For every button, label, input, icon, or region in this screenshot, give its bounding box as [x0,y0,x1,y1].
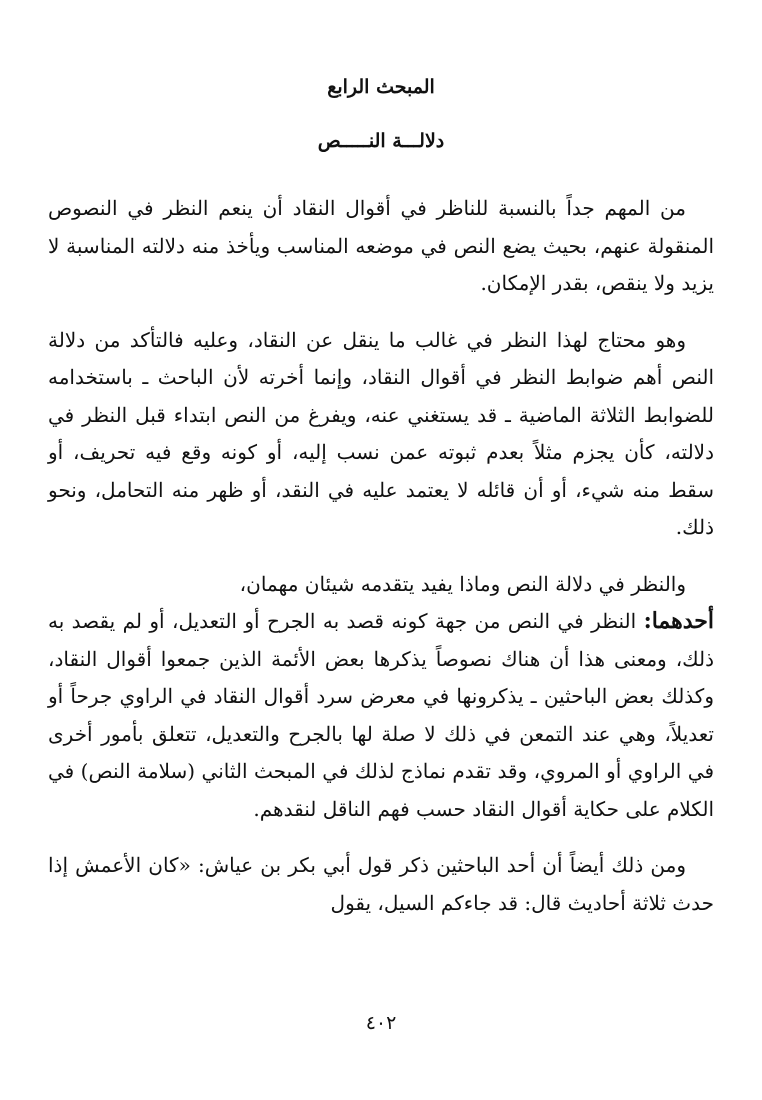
paragraph-3-lead-term: أحدهما: [643,608,714,634]
paragraph-2 [48,322,714,547]
paragraph-2-text: وهو محتاج لهذا النظر في غالب ما ينقل عن النقاد، وعليه فالتأكد من دلالة النص أهم ضوابط النظر في أقوال النقاد، وإنما أخرته لأن الباحث ـ باستخدامه للضوابط الثلاثة الماضية ـ قد يستغني عنه، ويفرغ من النص ابتداء قبل النظر في دلالته، كأن يجزم مثلاً بعدم ثبوته عمن نسب إليه، أو كونه وقع فيه تحريف، أو سقط منه شيء، أو أن قائله لا يعتمد عليه في النقد، أو ظهر منه التحامل، ونحو ذلك. [48,327,714,539]
page-number: ٤٠٢ [365,1012,397,1034]
paragraph-3-intro: والنظر في دلالة النص وماذا يفيد يتقدمه شيئان مهمان، [239,571,686,596]
paragraph-4 [48,847,714,922]
section-subtitle: دلالـــة النـــــص [317,130,445,152]
paragraph-1 [48,190,714,303]
paragraph-3-text: النظر في النص من جهة كونه قصد به الجرح أو التعديل، أو لم يقصد به ذلك، ومعنى هذا أن هناك نصوصاً يذكرها بعض الأئمة الذين جمعوا أقوال النقاد، وكذلك بعض الباحثين ـ يذكرونها في معرض سرد أقوال النقاد في الراوي جرحاً أو تعديلاً، وهي عند التمعن في ذلك لا صلة لها بالجرح والتعديل، تتعلق بأمور أخرى في الراوي أو المروي، وقد تقدم نماذج لذلك في المبحث الثاني (سلامة النص) في الكلام على حكاية أقوال النقاد حسب فهم الناقل لنقدهم. [48,609,714,821]
section-title: المبحث الرابع [327,76,435,98]
paragraph-1-text: من المهم جداً بالنسبة للناظر في أقوال النقاد أن ينعم النظر في النصوص المنقولة عنهم، بحيث يضع النص في موضعه المناسب ويأخذ منه دلالته المناسبة لا يزيد ولا ينقص، بقدر الإمكان. [48,196,714,295]
paragraph-3 [48,566,714,829]
body-text [48,190,714,941]
paragraph-4-text: ومن ذلك أيضاً أن أحد الباحثين ذكر قول أبي بكر بن عياش: «كان الأعمش إذا حدث ثلاثة أحاديث قال: قد جاءكم السيل، يقول [48,853,714,915]
